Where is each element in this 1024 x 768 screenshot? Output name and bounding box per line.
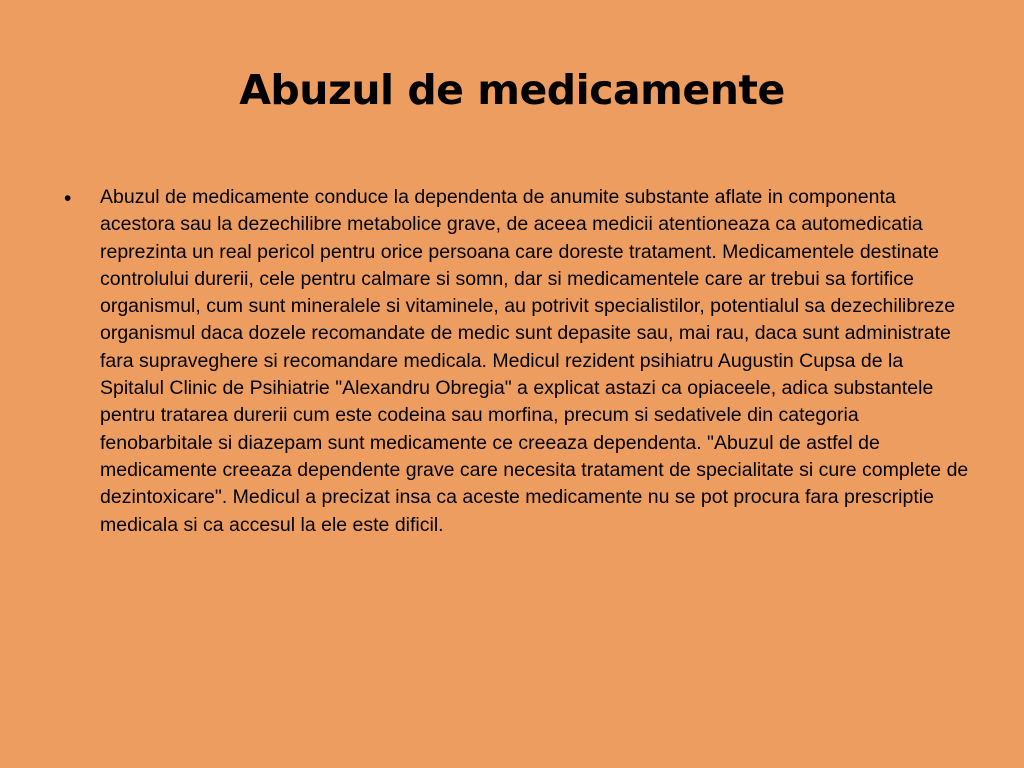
slide-title: Abuzul de medicamente	[239, 66, 785, 114]
bullet-item	[64, 184, 969, 539]
bullet-list	[64, 184, 969, 539]
bullet-text: Abuzul de medicamente conduce la dependenta de anumite substante aflate in componenta acestora sau la dezechilibre metabolice grave, de aceea medicii atentioneaza ca automedicatia reprezinta un real pericol pentru orice persoana care doreste tratament. Medicamentele destinate controlului durerii, cele pentru calmare si somn, dar si medicamentele care ar trebui sa fortifice organismul, cum sunt mineralele si vitaminele, au potrivit specialistilor, potentialul sa dezechilibreze organismul daca dozele recomandate de medic sunt depasite sau, mai rau, daca sunt administrate fara supraveghere si recomandare medicala. Medicul rezident psihiatru Augustin Cupsa de la Spitalul Clinic de Psihiatrie "Alexandru Obregia" a explicat astazi ca opiaceele, adica substantele pentru tratarea durerii cum este codeina sau morfina, precum si sedativele din categoria fenobarbitale si diazepam sunt medicamente ce creeaza dependenta. "Abuzul de astfel de medicamente creeaza dependente grave care necesita tratament de specialitate si cure complete de dezintoxicare". Medicul a precizat insa ca aceste medicamente nu se pot procura fara prescriptie medicala si ca accesul la ele este dificil.	[100, 186, 969, 536]
bullet-marker: •	[64, 187, 72, 210]
